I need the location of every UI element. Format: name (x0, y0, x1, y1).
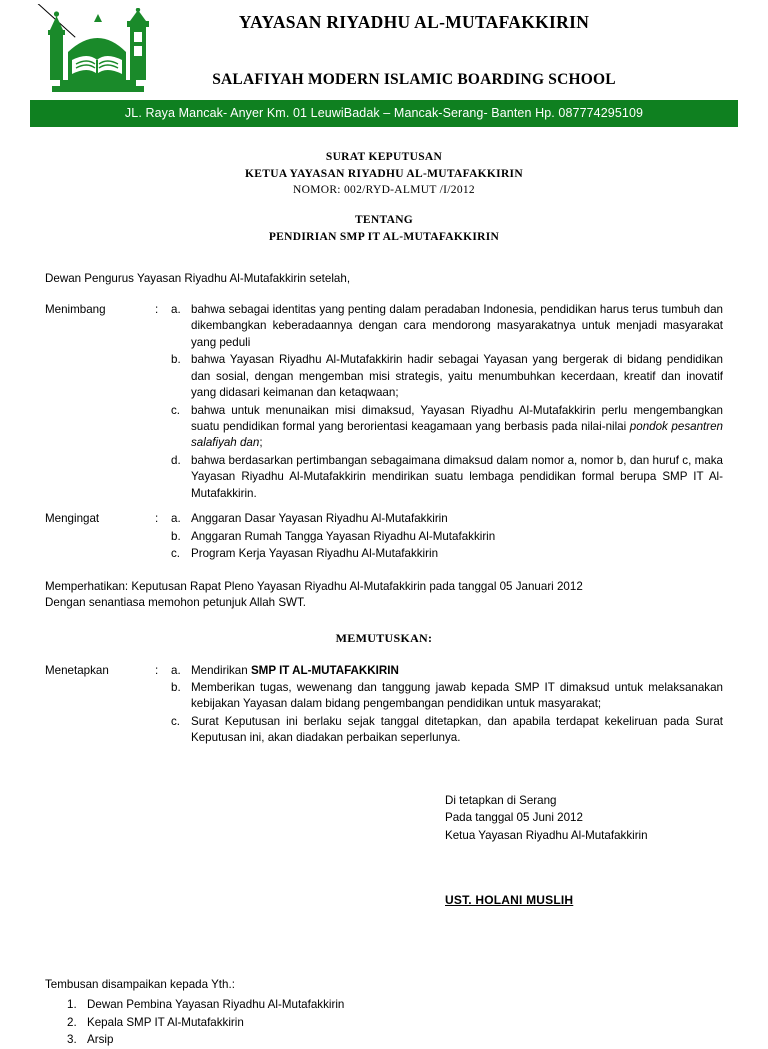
list-marker: b. (171, 353, 181, 367)
cc-list (45, 996, 723, 1048)
document-number: NOMOR: 002/RYD-ALMUT /I/2012 (293, 184, 475, 197)
list-marker: b. (171, 681, 181, 694)
list-text: Arsip (87, 1033, 114, 1047)
list-item (171, 529, 723, 545)
list-item (171, 302, 723, 351)
list-marker: 1. (67, 998, 77, 1012)
list-marker: c. (171, 547, 181, 561)
list-text-pre: bahwa untuk menunaikan misi dimaksud, Yayasan Riyadhu Al-Mutafakkirin perlu mengembangkan suatu pendidikan formal yang berorientasi keagamaan yang berbasis pada nilai-nilai (191, 403, 723, 433)
signer-name: UST. HOLANI MUSLIH (445, 892, 574, 907)
list-item (171, 511, 723, 527)
list-text-post: ; (259, 436, 263, 450)
list-item (171, 453, 723, 502)
menetapkan-label: Menetapkan (45, 663, 109, 677)
address-bar: JL. Raya Mancak- Anyer Km. 01 LeuwiBadak – Mancak-Serang- Banten Hp. 087774295109 (30, 100, 738, 127)
memperhatikan-line1: Keputusan Rapat Pleno Yayasan Riyadhu Al-Mutafakkirin pada tanggal 05 Januari 2012 (131, 579, 583, 593)
list-marker: a. (171, 512, 181, 526)
document-subject: PENDIRIAN SMP IT AL-MUTAFAKKIRIN (268, 230, 500, 243)
list-text: Anggaran Dasar Yayasan Riyadhu Al-Mutafakkirin (191, 512, 448, 526)
signature-position: Ketua Yayasan Riyadhu Al-Mutafakkirin (445, 828, 648, 842)
list-item (171, 714, 723, 747)
list-item (45, 996, 723, 1013)
list-text: Memberikan tugas, wewenang dan tanggung jawab kepada SMP IT dimaksud untuk melaksanakan kebijakan Yayasan dalam bidang pengembangan pendidikan untuk masyarakat; (191, 681, 723, 711)
tentang-label: TENTANG (354, 214, 414, 227)
list-item (171, 403, 723, 452)
list-text: bahwa Yayasan Riyadhu Al-Mutafakkirin hadir sebagai Yayasan yang bergerak di bidang pendidikan dan sosial, dengan mengemban misi strategis, yaitu menumbuhkan kecerdaan, kreatif dan inovatif yang didasari keimanan dan ketaqwaan; (191, 353, 723, 400)
list-item (45, 1014, 723, 1031)
section-menetapkan (45, 663, 723, 748)
letterhead (0, 0, 768, 127)
document-title-block (0, 149, 768, 245)
signature-date: Pada tanggal 05 Juni 2012 (445, 811, 583, 825)
title-line-1: SURAT KEPUTUSAN (325, 151, 443, 163)
list-item (171, 663, 723, 679)
list-text-pre: Mendirikan (191, 663, 251, 677)
memperhatikan-line2: Dengan senantiasa memohon petunjuk Allah SWT. (45, 596, 307, 610)
memutuskan-heading: MEMUTUSKAN: (335, 630, 433, 645)
mengingat-label: Mengingat (45, 512, 100, 526)
organization-name: YAYASAN RIYADHU AL-MUTAFAKKIRIN (238, 12, 590, 32)
memperhatikan-label: Memperhatikan (45, 579, 125, 593)
list-marker: a. (171, 302, 181, 316)
section-memperhatikan (45, 579, 723, 612)
menetapkan-list (171, 663, 723, 747)
list-text: bahwa sebagai identitas yang penting dalam peradaban Indonesia, pendidikan harus terus tumbuh dan dikembangkan keberadaannya dengan cara mendorong masyarakatnya untuk menjadi masyarakat yang peduli (191, 302, 723, 349)
memperhatikan-colon: : (124, 579, 129, 593)
list-text: Program Kerja Yayasan Riyadhu Al-Mutafakkirin (191, 547, 439, 561)
list-marker: 2. (67, 1015, 77, 1029)
intro-paragraph: Dewan Pengurus Yayasan Riyadhu Al-Mutafakkirin setelah, (45, 272, 351, 286)
school-name: SALAFIYAH MODERN ISLAMIC BOARDING SCHOOL (212, 71, 616, 88)
list-marker: 3. (67, 1033, 77, 1047)
menimbang-list (171, 302, 723, 502)
cc-block (45, 977, 723, 1049)
list-item (45, 1031, 723, 1048)
cc-title: Tembusan disampaikan kepada Yth.: (45, 978, 235, 992)
list-text: Surat Keputusan ini berlaku sejak tanggal ditetapkan, dan apabila terdapat kekeliruan pada Surat Keputusan ini, akan diadakan perbaikan seperlunya. (191, 714, 723, 745)
title-line-2: KETUA YAYASAN RIYADHU AL-MUTAFAKKIRIN (245, 167, 523, 180)
list-marker: c. (171, 714, 181, 728)
list-text: bahwa berdasarkan pertimbangan sebagaimana dimaksud dalam nomor a, nomor b, dan huruf c, maka Yayasan Riyadhu Al-Mutafakkirin mendirikan suatu lembaga pendidikan formal berupa SMP IT Al-Mutafakkirin. (191, 453, 723, 500)
section-menimbang (45, 302, 723, 503)
list-text: Anggaran Rumah Tangga Yayasan Riyadhu Al-Mutafakkirin (191, 529, 496, 543)
signature-place: Di tetapkan di Serang (445, 793, 557, 807)
list-marker: d. (171, 453, 181, 467)
list-text-italic: pondok pesantren salafiyah dan (191, 419, 723, 450)
list-text-bold: SMP IT AL-MUTAFAKKIRIN (250, 663, 399, 677)
mengingat-colon: : (155, 512, 159, 526)
list-item (171, 546, 723, 562)
signature-block (445, 792, 723, 844)
menimbang-colon: : (155, 302, 159, 316)
document-body (45, 271, 723, 1048)
list-marker: b. (171, 529, 181, 543)
menetapkan-colon: : (155, 663, 159, 677)
menimbang-label: Menimbang (45, 302, 106, 316)
mosque-logo-icon (42, 8, 154, 98)
list-item (171, 352, 723, 401)
list-text: Kepala SMP IT Al-Mutafakkirin (87, 1015, 244, 1029)
list-text: Dewan Pembina Yayasan Riyadhu Al-Mutafakkirin (87, 998, 345, 1012)
mengingat-list (171, 511, 723, 562)
list-marker: c. (171, 403, 181, 417)
list-item (171, 680, 723, 713)
list-marker: a. (171, 663, 181, 677)
section-mengingat (45, 511, 723, 563)
